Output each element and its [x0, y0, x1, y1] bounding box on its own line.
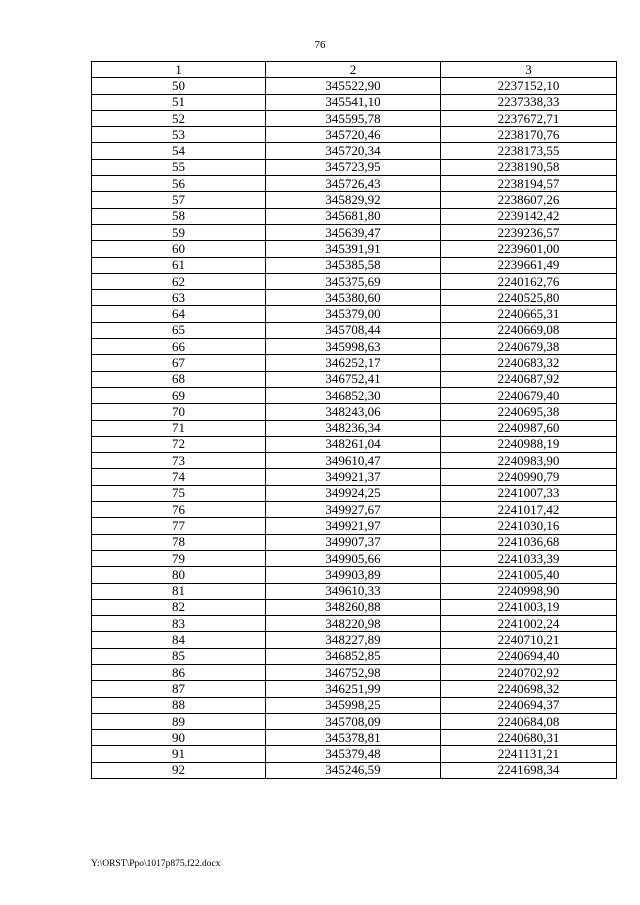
coordinate-y-cell: 2241030,16	[441, 518, 617, 534]
point-number-cell: 77	[92, 518, 266, 534]
point-number-cell: 64	[92, 306, 266, 322]
table-row	[92, 567, 617, 583]
coordinate-x-cell: 349921,97	[266, 518, 441, 534]
coordinate-y-cell: 2240702,92	[441, 664, 617, 680]
point-number-cell: 89	[92, 713, 266, 729]
coordinate-x-cell: 348261,04	[266, 436, 441, 452]
coordinate-y-cell: 2240525,80	[441, 290, 617, 306]
coordinate-y-cell: 2241003,19	[441, 599, 617, 615]
table-row	[92, 192, 617, 208]
coordinate-x-cell: 345720,34	[266, 143, 441, 159]
table-row	[92, 550, 617, 566]
coordinate-y-cell: 2239601,00	[441, 241, 617, 257]
coordinates-table	[91, 61, 617, 779]
table-row	[92, 518, 617, 534]
coordinate-y-cell: 2237152,10	[441, 78, 617, 94]
coordinate-x-cell: 346752,41	[266, 371, 441, 387]
table-row	[92, 257, 617, 273]
point-number-cell: 53	[92, 127, 266, 143]
coordinate-x-cell: 345379,00	[266, 306, 441, 322]
coordinate-x-cell: 349610,47	[266, 453, 441, 469]
coordinate-x-cell: 348243,06	[266, 404, 441, 420]
coordinate-y-cell: 2241033,39	[441, 550, 617, 566]
table-row	[92, 616, 617, 632]
coordinate-y-cell: 2240698,32	[441, 681, 617, 697]
coordinate-y-cell: 2240990,79	[441, 469, 617, 485]
point-number-cell: 74	[92, 469, 266, 485]
table-row	[92, 143, 617, 159]
coordinate-x-cell: 345375,69	[266, 273, 441, 289]
table-row	[92, 485, 617, 501]
page-number: 76	[314, 39, 326, 51]
coordinate-y-cell: 2240983,90	[441, 453, 617, 469]
coordinate-y-cell: 2240687,92	[441, 371, 617, 387]
coordinate-x-cell: 348227,89	[266, 632, 441, 648]
table-row	[92, 110, 617, 126]
coordinate-x-cell: 349921,37	[266, 469, 441, 485]
coordinate-x-cell: 349924,25	[266, 485, 441, 501]
coordinate-x-cell: 345998,63	[266, 339, 441, 355]
coordinate-y-cell: 2240710,21	[441, 632, 617, 648]
point-number-cell: 78	[92, 534, 266, 550]
point-number-cell: 82	[92, 599, 266, 615]
table-row	[92, 290, 617, 306]
column-header-1: 1	[92, 62, 266, 78]
coordinate-y-cell: 2240669,08	[441, 322, 617, 338]
table-row	[92, 534, 617, 550]
coordinate-y-cell: 2240694,37	[441, 697, 617, 713]
coordinate-x-cell: 349610,33	[266, 583, 441, 599]
coordinate-x-cell: 345708,44	[266, 322, 441, 338]
coordinate-x-cell: 345541,10	[266, 94, 441, 110]
point-number-cell: 60	[92, 241, 266, 257]
coordinate-y-cell: 2240695,38	[441, 404, 617, 420]
coordinate-x-cell: 345708,09	[266, 713, 441, 729]
point-number-cell: 79	[92, 550, 266, 566]
table-row	[92, 371, 617, 387]
coordinate-x-cell: 345522,90	[266, 78, 441, 94]
table-row	[92, 697, 617, 713]
coordinate-x-cell: 349903,89	[266, 567, 441, 583]
coordinate-y-cell: 2238170,76	[441, 127, 617, 143]
point-number-cell: 71	[92, 420, 266, 436]
table-row	[92, 681, 617, 697]
point-number-cell: 85	[92, 648, 266, 664]
point-number-cell: 66	[92, 339, 266, 355]
point-number-cell: 54	[92, 143, 266, 159]
table-row	[92, 583, 617, 599]
table-row	[92, 762, 617, 778]
coordinate-x-cell: 349905,66	[266, 550, 441, 566]
table-row	[92, 241, 617, 257]
point-number-cell: 61	[92, 257, 266, 273]
table-row	[92, 127, 617, 143]
table-row	[92, 224, 617, 240]
coordinate-y-cell: 2239142,42	[441, 208, 617, 224]
coordinate-x-cell: 346852,30	[266, 387, 441, 403]
point-number-cell: 92	[92, 762, 266, 778]
point-number-cell: 67	[92, 355, 266, 371]
coordinate-x-cell: 345639,47	[266, 224, 441, 240]
coordinate-y-cell: 2238190,58	[441, 159, 617, 175]
coordinate-y-cell: 2239661,49	[441, 257, 617, 273]
coordinate-x-cell: 348236,34	[266, 420, 441, 436]
point-number-cell: 73	[92, 453, 266, 469]
point-number-cell: 65	[92, 322, 266, 338]
point-number-cell: 63	[92, 290, 266, 306]
coordinate-y-cell: 2237338,33	[441, 94, 617, 110]
coordinate-x-cell: 345720,46	[266, 127, 441, 143]
coordinate-y-cell: 2238173,55	[441, 143, 617, 159]
point-number-cell: 91	[92, 746, 266, 762]
table-row	[92, 469, 617, 485]
point-number-cell: 83	[92, 616, 266, 632]
point-number-cell: 81	[92, 583, 266, 599]
table-row	[92, 453, 617, 469]
table-row	[92, 387, 617, 403]
table-row	[92, 306, 617, 322]
table-row	[92, 339, 617, 355]
point-number-cell: 84	[92, 632, 266, 648]
coordinate-x-cell: 345391,91	[266, 241, 441, 257]
point-number-cell: 70	[92, 404, 266, 420]
coordinate-x-cell: 345829,92	[266, 192, 441, 208]
coordinate-y-cell: 2240162,76	[441, 273, 617, 289]
coordinate-x-cell: 346852,85	[266, 648, 441, 664]
coordinate-y-cell: 2241017,42	[441, 502, 617, 518]
coordinate-y-cell: 2240680,31	[441, 730, 617, 746]
coordinate-y-cell: 2241007,33	[441, 485, 617, 501]
coordinate-y-cell: 2240683,32	[441, 355, 617, 371]
coordinate-y-cell: 2239236,57	[441, 224, 617, 240]
table-row	[92, 632, 617, 648]
point-number-cell: 88	[92, 697, 266, 713]
coordinate-x-cell: 348220,98	[266, 616, 441, 632]
coordinate-y-cell: 2240694,40	[441, 648, 617, 664]
point-number-cell: 55	[92, 159, 266, 175]
coordinate-y-cell: 2240679,40	[441, 387, 617, 403]
table-row	[92, 436, 617, 452]
point-number-cell: 86	[92, 664, 266, 680]
table-row	[92, 322, 617, 338]
table-row	[92, 664, 617, 680]
table-row	[92, 599, 617, 615]
footer-file-path: Y:\ORST\Ppo\1017p875.f22.docx	[91, 859, 221, 869]
header-row	[92, 62, 617, 78]
coordinate-x-cell: 345681,80	[266, 208, 441, 224]
point-number-cell: 87	[92, 681, 266, 697]
coordinate-x-cell: 349927,67	[266, 502, 441, 518]
table-body	[92, 78, 617, 779]
coordinate-y-cell: 2240665,31	[441, 306, 617, 322]
coordinate-x-cell: 345998,25	[266, 697, 441, 713]
table-row	[92, 273, 617, 289]
coordinate-y-cell: 2238607,26	[441, 192, 617, 208]
point-number-cell: 62	[92, 273, 266, 289]
point-number-cell: 57	[92, 192, 266, 208]
coordinate-y-cell: 2241131,21	[441, 746, 617, 762]
coordinate-x-cell: 345378,81	[266, 730, 441, 746]
coordinate-x-cell: 346252,17	[266, 355, 441, 371]
coordinate-y-cell: 2241005,40	[441, 567, 617, 583]
point-number-cell: 76	[92, 502, 266, 518]
column-header-2: 2	[266, 62, 441, 78]
coordinate-x-cell: 345246,59	[266, 762, 441, 778]
table-row	[92, 746, 617, 762]
point-number-cell: 75	[92, 485, 266, 501]
coordinate-y-cell: 2240988,19	[441, 436, 617, 452]
coordinate-x-cell: 345385,58	[266, 257, 441, 273]
coordinate-x-cell: 345723,95	[266, 159, 441, 175]
column-header-3: 3	[441, 62, 617, 78]
point-number-cell: 59	[92, 224, 266, 240]
coordinate-y-cell: 2240684,08	[441, 713, 617, 729]
table-row	[92, 730, 617, 746]
table-row	[92, 159, 617, 175]
table-header	[92, 62, 617, 78]
coordinate-x-cell: 348260,88	[266, 599, 441, 615]
point-number-cell: 56	[92, 176, 266, 192]
coordinate-y-cell: 2241036,68	[441, 534, 617, 550]
coordinate-y-cell: 2240987,60	[441, 420, 617, 436]
point-number-cell: 58	[92, 208, 266, 224]
table-row	[92, 176, 617, 192]
coordinate-x-cell: 346752,98	[266, 664, 441, 680]
point-number-cell: 51	[92, 94, 266, 110]
coordinate-x-cell: 345380,60	[266, 290, 441, 306]
coordinate-y-cell: 2238194,57	[441, 176, 617, 192]
point-number-cell: 90	[92, 730, 266, 746]
table-row	[92, 502, 617, 518]
coordinate-y-cell: 2240679,38	[441, 339, 617, 355]
point-number-cell: 52	[92, 110, 266, 126]
table-row	[92, 713, 617, 729]
coordinate-x-cell: 345379,48	[266, 746, 441, 762]
point-number-cell: 69	[92, 387, 266, 403]
point-number-cell: 80	[92, 567, 266, 583]
coordinate-y-cell: 2240998,90	[441, 583, 617, 599]
coordinate-y-cell: 2241698,34	[441, 762, 617, 778]
coordinate-x-cell: 345595,78	[266, 110, 441, 126]
table-row	[92, 94, 617, 110]
coordinate-x-cell: 345726,43	[266, 176, 441, 192]
table-row	[92, 355, 617, 371]
table-row	[92, 208, 617, 224]
coordinate-y-cell: 2237672,71	[441, 110, 617, 126]
point-number-cell: 68	[92, 371, 266, 387]
coordinate-y-cell: 2241002,24	[441, 616, 617, 632]
table-row	[92, 420, 617, 436]
coordinate-x-cell: 346251,99	[266, 681, 441, 697]
point-number-cell: 50	[92, 78, 266, 94]
coordinate-x-cell: 349907,37	[266, 534, 441, 550]
table-row	[92, 648, 617, 664]
point-number-cell: 72	[92, 436, 266, 452]
table-row	[92, 78, 617, 94]
table-row	[92, 404, 617, 420]
